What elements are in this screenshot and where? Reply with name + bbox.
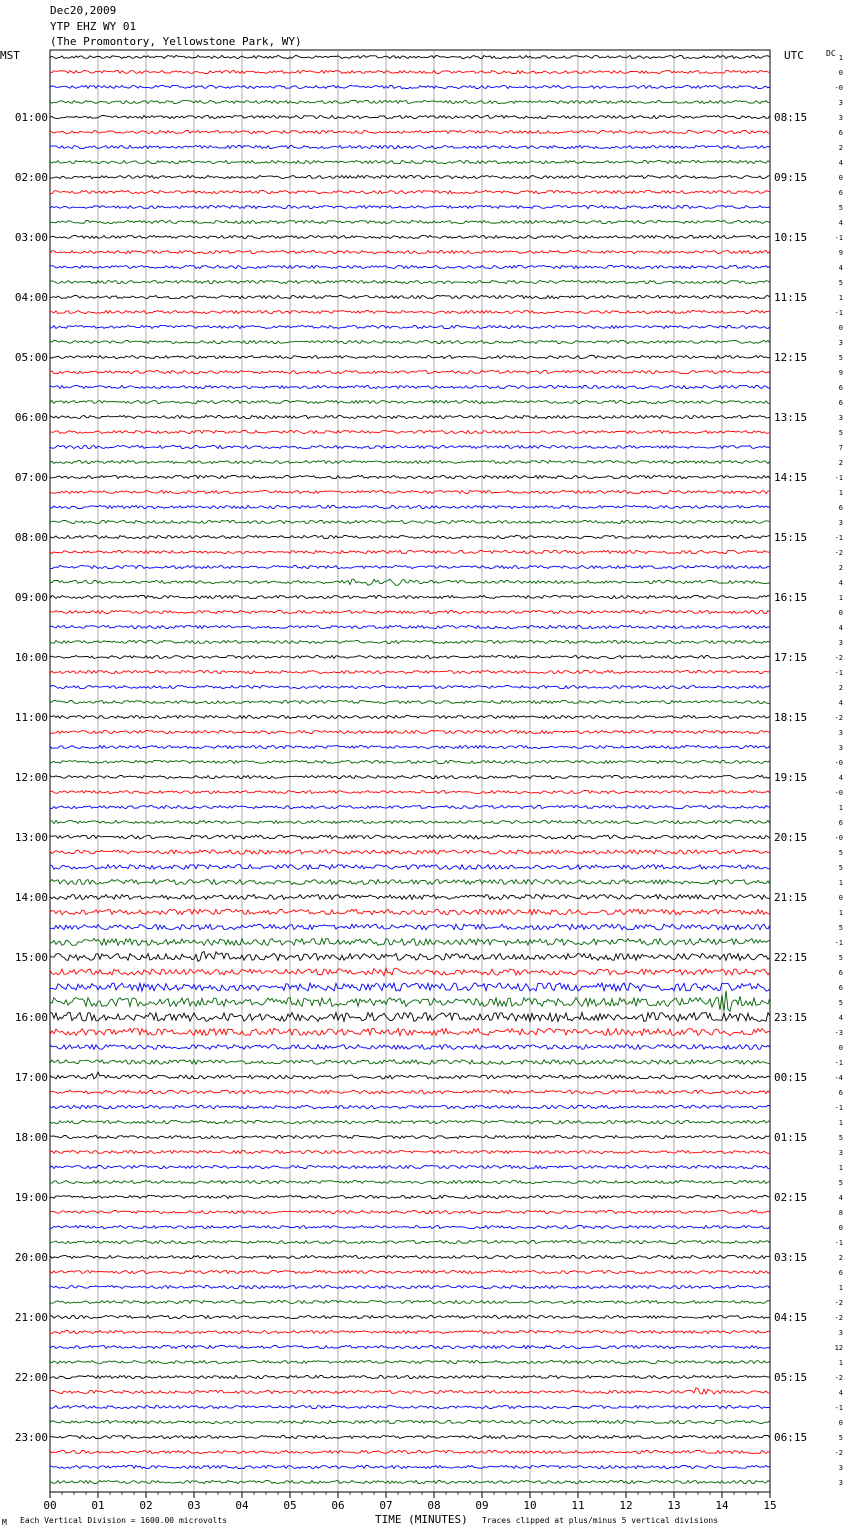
dc-offset-label: 1	[838, 1359, 843, 1367]
dc-offset-label: 6	[838, 399, 843, 407]
trace-row	[50, 280, 770, 283]
dc-offset-label: -2	[834, 714, 843, 722]
trace-row	[50, 415, 770, 418]
dc-offset-label: -1	[834, 234, 843, 242]
mst-hour-label: 14:00	[14, 891, 48, 904]
x-axis-title: TIME (MINUTES)	[375, 1513, 468, 1526]
dc-offset-label: -1	[834, 474, 843, 482]
trace-row	[50, 850, 770, 854]
dc-offset-label: 1	[838, 1164, 843, 1172]
trace-row	[50, 1405, 770, 1408]
trace-row	[50, 115, 770, 118]
utc-hour-label: 04:15	[774, 1311, 808, 1324]
dc-offset-label: 6	[838, 1269, 843, 1277]
dc-offset-label: 5	[838, 354, 843, 362]
mst-hour-label: 15:00	[14, 951, 48, 964]
mst-hour-label: 12:00	[14, 771, 48, 784]
trace-row	[50, 1240, 770, 1243]
utc-hour-label: 01:15	[774, 1131, 808, 1144]
trace-row	[50, 1135, 770, 1138]
dc-offset-label: 5	[838, 279, 843, 287]
trace-row	[50, 909, 770, 914]
trace-row	[50, 640, 770, 643]
dc-offset-label: -1	[834, 1239, 843, 1247]
x-tick-label: 09	[475, 1499, 489, 1512]
dc-offset-label: 6	[838, 1089, 843, 1097]
mst-hour-label: 01:00	[14, 111, 48, 124]
trace-row	[50, 355, 770, 358]
dc-offset-label: 6	[838, 384, 843, 392]
mst-hour-label: 10:00	[14, 651, 48, 664]
dc-offset-label: 1	[838, 879, 843, 887]
dc-offset-label: -0	[834, 84, 843, 92]
trace-row	[50, 1150, 770, 1153]
mst-hour-label: 20:00	[14, 1251, 48, 1264]
dc-offset-label: -2	[834, 1374, 843, 1382]
utc-hour-label: 08:15	[774, 111, 808, 124]
record-date: Dec20,2009	[50, 4, 117, 17]
dc-offset-label: -0	[834, 789, 843, 797]
trace-row	[50, 1450, 770, 1453]
dc-offset-label: -4	[834, 1074, 843, 1082]
trace-row	[50, 968, 770, 976]
x-tick-label: 11	[571, 1499, 585, 1512]
trace-row	[50, 100, 770, 103]
dc-offset-label: -3	[834, 1029, 843, 1037]
trace-row	[50, 951, 770, 961]
trace-row	[50, 1210, 770, 1213]
mst-hour-label: 18:00	[14, 1131, 48, 1144]
mst-hour-label: 17:00	[14, 1071, 48, 1084]
trace-row	[50, 535, 770, 538]
utc-hour-label: 03:15	[774, 1251, 808, 1264]
trace-row	[50, 1435, 770, 1438]
dc-offset-label: 5	[838, 864, 843, 872]
x-tick-label: 12	[619, 1499, 633, 1512]
trace-row	[50, 790, 770, 793]
mst-hour-label: 04:00	[14, 291, 48, 304]
utc-hour-label: 12:15	[774, 351, 808, 364]
trace-row	[50, 460, 770, 463]
trace-row	[50, 1465, 770, 1468]
dc-offset-label: 8	[838, 1209, 843, 1217]
trace-row	[50, 805, 770, 808]
dc-offset-label: 5	[838, 1134, 843, 1142]
dc-offset-label: -1	[834, 669, 843, 677]
trace-row	[50, 160, 770, 163]
trace-row	[50, 1225, 770, 1228]
trace-row	[50, 656, 770, 659]
dc-offset-label: 2	[838, 564, 843, 572]
trace-row	[50, 175, 770, 178]
dc-offset-label: 0	[838, 324, 843, 332]
dc-offset-label: 6	[838, 969, 843, 977]
dc-offset-label: 2	[838, 459, 843, 467]
dc-offset-label: 1	[838, 1119, 843, 1127]
dc-offset-label: -0	[834, 759, 843, 767]
utc-hour-label: 13:15	[774, 411, 808, 424]
clip-note: Traces clipped at plus/minus 5 vertical divisions	[482, 1516, 719, 1525]
trace-row	[50, 1285, 770, 1288]
trace-row	[50, 894, 770, 899]
mst-hour-label: 08:00	[14, 531, 48, 544]
dc-offset-label: 4	[838, 624, 843, 632]
dc-offset-label: -1	[834, 1104, 843, 1112]
trace-row	[50, 760, 770, 763]
trace-row	[50, 1420, 770, 1423]
mst-hour-label: 19:00	[14, 1191, 48, 1204]
x-tick-label: 07	[379, 1499, 393, 1512]
dc-offset-label: -2	[834, 549, 843, 557]
dc-offset-label: 1	[838, 54, 843, 62]
trace-row	[50, 730, 770, 733]
utc-hour-label: 06:15	[774, 1431, 808, 1444]
dc-offset-label: -1	[834, 1059, 843, 1067]
dc-offset-label: -2	[834, 1449, 843, 1457]
trace-row	[50, 235, 770, 238]
dc-offset-label: 1	[838, 594, 843, 602]
dc-offset-label: 6	[838, 504, 843, 512]
trace-row	[50, 685, 770, 688]
mst-hour-label: 03:00	[14, 231, 48, 244]
utc-hour-label: 09:15	[774, 171, 808, 184]
utc-hour-label: 22:15	[774, 951, 808, 964]
dc-offset-label: -2	[834, 1299, 843, 1307]
mst-hour-label: 02:00	[14, 171, 48, 184]
trace-row	[50, 1345, 770, 1348]
x-tick-label: 03	[187, 1499, 201, 1512]
trace-row	[50, 1195, 770, 1198]
dc-offset-label: 1	[838, 1284, 843, 1292]
x-tick-label: 00	[43, 1499, 57, 1512]
trace-row	[50, 1330, 770, 1333]
trace-row	[50, 880, 770, 885]
trace-row	[50, 205, 770, 208]
x-tick-label: 13	[667, 1499, 681, 1512]
trace-row	[50, 1375, 770, 1378]
dc-offset-label: 3	[838, 744, 843, 752]
dc-offset-label: 12	[834, 1344, 843, 1352]
dc-offset-label: 3	[838, 114, 843, 122]
trace-row	[50, 310, 770, 313]
dc-offset-label: 5	[838, 999, 843, 1007]
utc-hour-label: 15:15	[774, 531, 808, 544]
dc-offset-label: 4	[838, 774, 843, 782]
trace-row	[50, 1180, 770, 1183]
dc-offset-label: 4	[838, 699, 843, 707]
x-tick-label: 04	[235, 1499, 249, 1512]
trace-row	[50, 220, 770, 223]
trace-row	[50, 1105, 770, 1109]
dc-offset-label: 1	[838, 804, 843, 812]
trace-row	[50, 490, 770, 493]
dc-offset-label: -1	[834, 1404, 843, 1412]
trace-row	[50, 85, 770, 88]
dc-offset-label: 3	[838, 639, 843, 647]
dc-offset-label: 4	[838, 1194, 843, 1202]
dc-offset-label: 4	[838, 219, 843, 227]
trace-row	[50, 295, 770, 298]
trace-row	[50, 579, 770, 585]
trace-row	[50, 1045, 770, 1050]
dc-offset-label: 6	[838, 129, 843, 137]
trace-row	[50, 939, 770, 946]
trace-row	[50, 700, 770, 703]
trace-row	[50, 55, 770, 58]
utc-hour-label: 23:15	[774, 1011, 808, 1024]
dc-offset-label: 2	[838, 1254, 843, 1262]
mst-hour-label: 16:00	[14, 1011, 48, 1024]
station-code: YTP EHZ WY 01	[50, 20, 137, 33]
trace-row	[50, 385, 770, 388]
dc-offset-label: 3	[838, 1149, 843, 1157]
mst-hour-label: 23:00	[14, 1431, 48, 1444]
trace-row	[50, 505, 770, 508]
dc-offset-label: 5	[838, 1179, 843, 1187]
trace-row	[50, 865, 770, 870]
utc-hour-label: 21:15	[774, 891, 808, 904]
trace-row	[50, 924, 770, 930]
trace-row	[50, 130, 770, 133]
dc-offset-label: 5	[838, 1434, 843, 1442]
dc-offset-label: 3	[838, 414, 843, 422]
dc-offset-label: 1	[838, 909, 843, 917]
trace-row	[50, 1120, 770, 1124]
trace-row	[50, 70, 770, 73]
utc-hour-label: 05:15	[774, 1371, 808, 1384]
dc-offset-label: 0	[838, 69, 843, 77]
utc-hour-label: 16:15	[774, 591, 808, 604]
trace-row	[50, 1072, 770, 1079]
utc-hour-label: 20:15	[774, 831, 808, 844]
mst-hour-label: 07:00	[14, 471, 48, 484]
x-tick-label: 02	[139, 1499, 153, 1512]
trace-row	[50, 775, 770, 778]
dc-offset-label: 0	[838, 609, 843, 617]
dc-offset-label: 5	[838, 849, 843, 857]
dc-offset-label: 6	[838, 189, 843, 197]
x-tick-label: 05	[283, 1499, 297, 1512]
utc-hour-label: 14:15	[774, 471, 808, 484]
x-tick-label: 14	[715, 1499, 729, 1512]
dc-offset-label: 0	[838, 894, 843, 902]
mst-hour-label: 05:00	[14, 351, 48, 364]
trace-row	[50, 370, 770, 373]
trace-row	[50, 625, 770, 628]
trace-row	[50, 983, 770, 991]
mst-hour-label: 22:00	[14, 1371, 48, 1384]
trace-row	[50, 1090, 770, 1094]
utc-hour-label: 11:15	[774, 291, 808, 304]
dc-offset-label: 5	[838, 204, 843, 212]
trace-row	[50, 1013, 770, 1022]
dc-offset-label: -1	[834, 309, 843, 317]
dc-offset-label: 3	[838, 1329, 843, 1337]
dc-offset-label: 6	[838, 819, 843, 827]
dc-offset-label: 3	[838, 519, 843, 527]
utc-hour-label: 10:15	[774, 231, 808, 244]
dc-offset-label: -2	[834, 654, 843, 662]
trace-row	[50, 1388, 770, 1394]
trace-row	[50, 1029, 770, 1036]
trace-row	[50, 595, 770, 598]
x-tick-label: 08	[427, 1499, 441, 1512]
station-location: (The Promontory, Yellowstone Park, WY)	[50, 35, 302, 48]
dc-offset-label: 5	[838, 429, 843, 437]
dc-offset-label: 1	[838, 489, 843, 497]
trace-row	[50, 1480, 770, 1483]
dc-offset-label: 9	[838, 249, 843, 257]
trace-row	[50, 250, 770, 253]
dc-offset-label: -1	[834, 939, 843, 947]
dc-offset-label: 5	[838, 924, 843, 932]
dc-offset-label: 4	[838, 579, 843, 587]
trace-row	[50, 325, 770, 328]
trace-row	[50, 745, 770, 748]
trace-row	[50, 550, 770, 553]
dc-offset-label: 3	[838, 339, 843, 347]
left-axis-label: MST	[0, 49, 20, 62]
dc-offset-label: -0	[834, 834, 843, 842]
x-tick-label: 06	[331, 1499, 345, 1512]
dc-offset-label: 4	[838, 159, 843, 167]
x-tick-label: 15	[763, 1499, 777, 1512]
trace-row	[50, 340, 770, 343]
dc-offset-label: -1	[834, 534, 843, 542]
x-tick-label: 10	[523, 1499, 537, 1512]
dc-offset-label: 3	[838, 729, 843, 737]
trace-row	[50, 1315, 770, 1318]
trace-row	[50, 430, 770, 433]
dc-offset-label: 2	[838, 144, 843, 152]
dc-offset-label: -2	[834, 1314, 843, 1322]
trace-row	[50, 1360, 770, 1363]
dc-offset-label: 9	[838, 369, 843, 377]
trace-row	[50, 265, 770, 268]
mst-hour-label: 09:00	[14, 591, 48, 604]
dc-offset-label: 0	[838, 174, 843, 182]
trace-row	[50, 565, 770, 568]
dc-offset-label: 3	[838, 1479, 843, 1487]
dc-offset-label: 7	[838, 444, 843, 452]
trace-row	[50, 190, 770, 193]
dc-offset-label: 1	[838, 294, 843, 302]
trace-row	[50, 1255, 770, 1258]
trace-row	[50, 145, 770, 148]
utc-hour-label: 19:15	[774, 771, 808, 784]
dc-offset-label: 4	[838, 1389, 843, 1397]
utc-hour-label: 00:15	[774, 1071, 808, 1084]
trace-row	[50, 610, 770, 613]
trace-row	[50, 1300, 770, 1303]
trace-row	[50, 991, 770, 1012]
trace-row	[50, 475, 770, 478]
mst-hour-label: 11:00	[14, 711, 48, 724]
dc-offset-label: 3	[838, 99, 843, 107]
trace-row	[50, 520, 770, 523]
trace-row	[50, 1165, 770, 1168]
dc-offset-label: 3	[838, 1464, 843, 1472]
trace-row	[50, 1270, 770, 1273]
dc-offset-label: 5	[838, 954, 843, 962]
dc-offset-label: 0	[838, 1224, 843, 1232]
dc-offset-label: 2	[838, 684, 843, 692]
scale-note: Each Vertical Division = 1600.00 microvolts	[20, 1516, 228, 1525]
utc-hour-label: 18:15	[774, 711, 808, 724]
trace-row	[50, 670, 770, 673]
dc-offset-label: 0	[838, 1044, 843, 1052]
utc-hour-label: 02:15	[774, 1191, 808, 1204]
trace-row	[50, 715, 770, 718]
trace-row	[50, 1060, 770, 1064]
x-tick-label: 01	[91, 1499, 105, 1512]
mst-hour-label: 21:00	[14, 1311, 48, 1324]
dc-label: DC	[826, 49, 836, 58]
corner-mark: M	[2, 1518, 7, 1527]
dc-offset-label: 4	[838, 1014, 843, 1022]
utc-hour-label: 17:15	[774, 651, 808, 664]
right-axis-label: UTC	[784, 49, 804, 62]
dc-offset-label: 0	[838, 1419, 843, 1427]
dc-offset-label: 4	[838, 264, 843, 272]
dc-offset-label: 6	[838, 984, 843, 992]
trace-row	[50, 400, 770, 403]
trace-row	[50, 820, 770, 823]
trace-row	[50, 445, 770, 448]
mst-hour-label: 13:00	[14, 831, 48, 844]
trace-row	[50, 835, 770, 839]
mst-hour-label: 06:00	[14, 411, 48, 424]
